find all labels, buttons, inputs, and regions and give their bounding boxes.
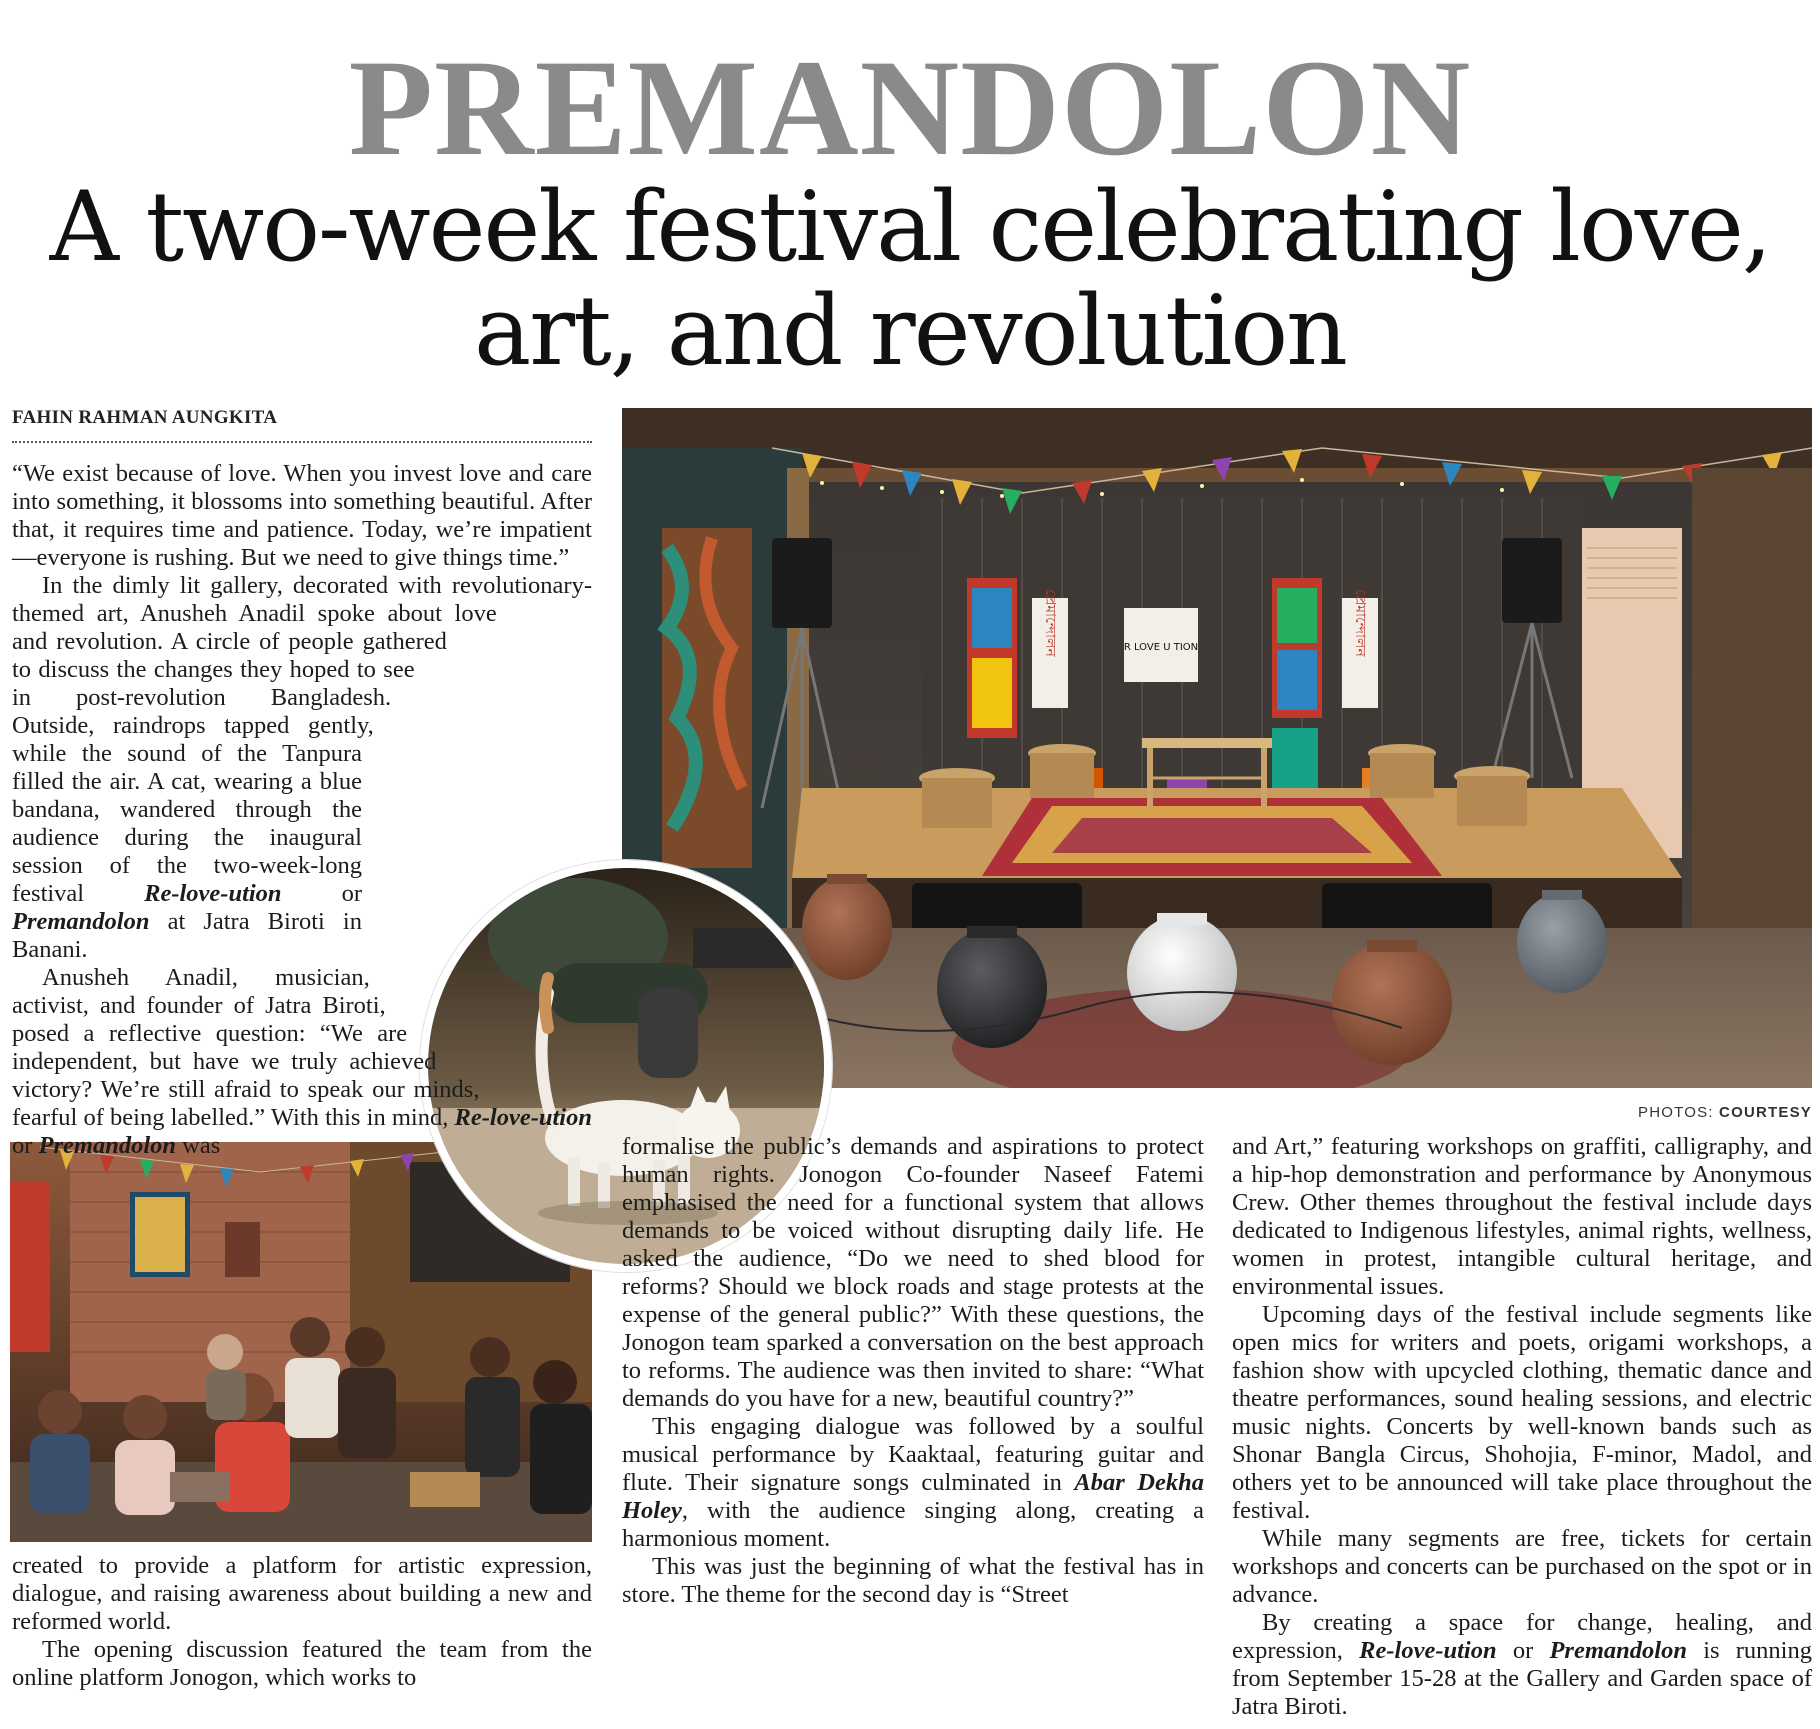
paragraph: Upcoming days of the festival include segments like open mics for writers and poets, origami workshops, a fashion show with upcycled clothing, thematic dance and theatre performances, sound healing sessions, and electric music nights. Concerts by well-known bands such as Shonar Bangla Circus, Shohojia, F-minor, Madol, and others yet to be announced will take place throughout the festival.	[1232, 1301, 1812, 1524]
banner-right-text: প্রেমান্দোলন	[1352, 589, 1368, 657]
banner-center-text: R LOVE U TION	[1123, 642, 1199, 653]
banner-left-text: প্রেমান্দোলন	[1042, 589, 1058, 657]
photo-credit	[1500, 1104, 1812, 1121]
article-column-3	[1232, 1133, 1812, 1721]
paragraph: The opening discussion featured the team from the online platform Jonogon, which works to	[12, 1636, 592, 1691]
paragraph: This was just the beginning of what the festival has in store. The theme for the second day is “Street	[622, 1553, 1204, 1608]
paragraph: Anusheh Anadil, musician, activist, and founder of Jatra Biroti, posed a reflective question: “We are independent, but have we truly achieved victory? We’re still afraid to speak our minds, fearful of being labelled.” With this in mind, Re-love-ution or Premandolon was	[12, 964, 592, 1159]
kicker-title: PREMANDOLON	[348, 31, 1472, 184]
article-column-1-top	[12, 460, 592, 1159]
headline-line-2: art, and revolution	[474, 275, 1346, 387]
paragraph: While many segments are free, tickets for certain workshops and concerts can be purchased on the spot or in advance.	[1232, 1525, 1812, 1608]
photo-credit-label: PHOTOS:	[1638, 1104, 1720, 1121]
paragraph: created to provide a platform for artistic expression, dialogue, and raising awareness about building a new and reformed world.	[12, 1552, 592, 1635]
headline	[20, 171, 1800, 387]
paragraph: By creating a space for change, healing, and expression, Re-love-ution or Premandolon is running from September 15-28 at the Gallery and Garden space of Jatra Biroti.	[1232, 1609, 1812, 1720]
article-column-2	[622, 1133, 1204, 1609]
byline: FAHIN RAHMAN AUNGKITA	[12, 407, 278, 428]
headline-line-1: A two-week festival celebrating love,	[49, 171, 1771, 283]
paragraph: and Art,” featuring workshops on graffiti, calligraphy, and a hip-hop demonstration and performance by Anonymous Crew. Other themes throughout the festival include days dedicated to Indigenous lifestyles, animal rights, wellness, women in protest, intangible cultural heritage, and environmental issues.	[1232, 1133, 1812, 1300]
photo-credit-source: COURTESY	[1719, 1104, 1812, 1121]
paragraph: This engaging dialogue was followed by a soulful musical performance by Kaaktaal, featuring guitar and flute. Their signature songs culminated in Abar Dekha Holey, with the audience singing along, creating a harmonious moment.	[622, 1413, 1204, 1552]
paragraph: “We exist because of love. When you invest love and care into something, it blossoms into something beautiful. After that, it requires time and patience. Today, we’re impatient—everyone is rushing. But we need to give things time.”	[12, 460, 592, 571]
article-column-1-bottom	[12, 1552, 592, 1692]
paragraph: In the dimly lit gallery, decorated with revolutionary-themed art, Anusheh Anadil spoke about love and revolution. A circle of people gathered to discuss the changes they hoped to see in post-revolution Bangladesh. Outside, raindrops tapped gently, while the sound of the Tanpura filled the air. A cat, wearing a blue bandana, wandered through the audience during the inaugural session of the two-week-long festival Re-love-ution or Premandolon at Jatra Biroti in Banani.	[12, 572, 592, 963]
paragraph: formalise the public’s demands and aspirations to protect human rights. Jonogon Co-founder Naseef Fatemi emphasised the need for a functional system that allows demands to be voiced without disrupting daily life. He asked the audience, “Do we need to shed blood for reforms? Should we block roads and stage protests at the expense of the general public?” With these questions, the Jonogon team sparked a conversation on the best approach to reforms. The audience was then invited to share: “What demands do you have for a new, beautiful country?”	[622, 1133, 1204, 1412]
byline-divider	[12, 441, 592, 443]
